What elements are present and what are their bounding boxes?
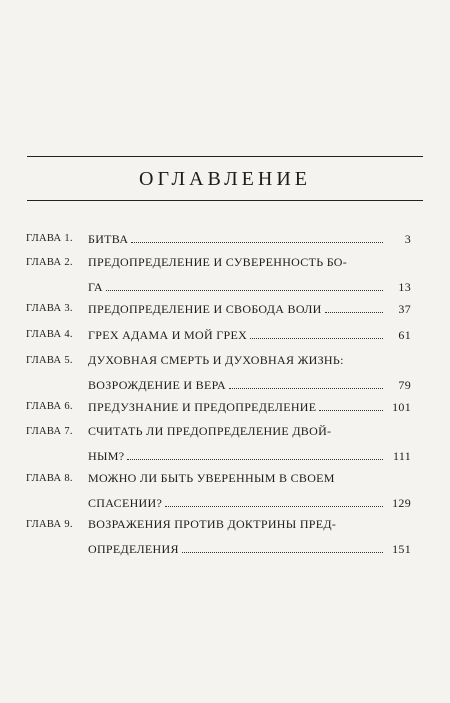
chapter-title-line: ВОЗРАЖЕНИЯ ПРОТИВ ДОКТРИНЫ ПРЕД-: [88, 517, 337, 531]
chapter-number: ГЛАВА 6.: [26, 401, 73, 412]
bottom-rule: [27, 200, 423, 201]
dot-leader: [229, 377, 383, 389]
chapter-number: ГЛАВА 4.: [26, 329, 73, 340]
chapter-title-line: МОЖНО ЛИ БЫТЬ УВЕРЕННЫМ В СВОЕМ: [88, 471, 335, 485]
chapter-title-line: ПРЕДУЗНАНИЕ И ПРЕДОПРЕДЕЛЕНИЕ: [88, 400, 317, 414]
dot-leader: [325, 301, 383, 313]
toc-title: ОГЛАВЛЕНИЕ: [139, 168, 311, 190]
chapter-title-line: НЫМ?: [88, 449, 125, 463]
dot-leader: [319, 399, 383, 411]
page-number: 3: [404, 232, 411, 246]
chapter-number: ГЛАВА 7.: [26, 426, 73, 437]
chapter-number: ГЛАВА 3.: [26, 303, 73, 314]
chapter-title-line: ГА: [88, 280, 103, 294]
chapter-title-line: ВОЗРОЖДЕНИЕ И ВЕРА: [88, 378, 227, 392]
chapter-number: ГЛАВА 8.: [26, 473, 73, 484]
page-number: 151: [392, 542, 411, 556]
chapter-title-line: ГРЕХ АДАМА И МОЙ ГРЕХ: [88, 328, 248, 342]
dot-leader: [250, 327, 383, 339]
page-number: 61: [398, 328, 411, 342]
chapter-title-line: ПРЕДОПРЕДЕЛЕНИЕ И СВОБОДА ВОЛИ: [88, 302, 322, 316]
dot-leader: [127, 448, 383, 460]
chapter-number: ГЛАВА 5.: [26, 355, 73, 366]
chapter-title-line: БИТВА: [88, 232, 129, 246]
top-rule: [27, 156, 423, 157]
dot-leader: [131, 231, 383, 243]
chapter-title-line: ДУХОВНАЯ СМЕРТЬ И ДУХОВНАЯ ЖИЗНЬ:: [88, 353, 344, 367]
chapter-title-line: СПАСЕНИИ?: [88, 496, 163, 510]
chapter-title-line: ПРЕДОПРЕДЕЛЕНИЕ И СУВЕРЕННОСТЬ БО-: [88, 255, 348, 269]
chapter-number: ГЛАВА 2.: [26, 257, 73, 268]
chapter-number: ГЛАВА 9.: [26, 519, 73, 530]
page-number: 79: [398, 378, 411, 392]
page-number: 13: [398, 280, 411, 294]
page-number: 111: [392, 449, 411, 463]
page-number: 37: [398, 302, 411, 316]
dot-leader: [106, 279, 383, 291]
chapter-title-line: СЧИТАТЬ ЛИ ПРЕДОПРЕДЕЛЕНИЕ ДВОЙ-: [88, 424, 332, 438]
page-number: 101: [392, 400, 411, 414]
page-number: 129: [392, 496, 411, 510]
chapter-title-line: ОПРЕДЕЛЕНИЯ: [88, 542, 179, 556]
chapter-number: ГЛАВА 1.: [26, 233, 73, 244]
dot-leader: [182, 541, 383, 553]
dot-leader: [165, 495, 383, 507]
